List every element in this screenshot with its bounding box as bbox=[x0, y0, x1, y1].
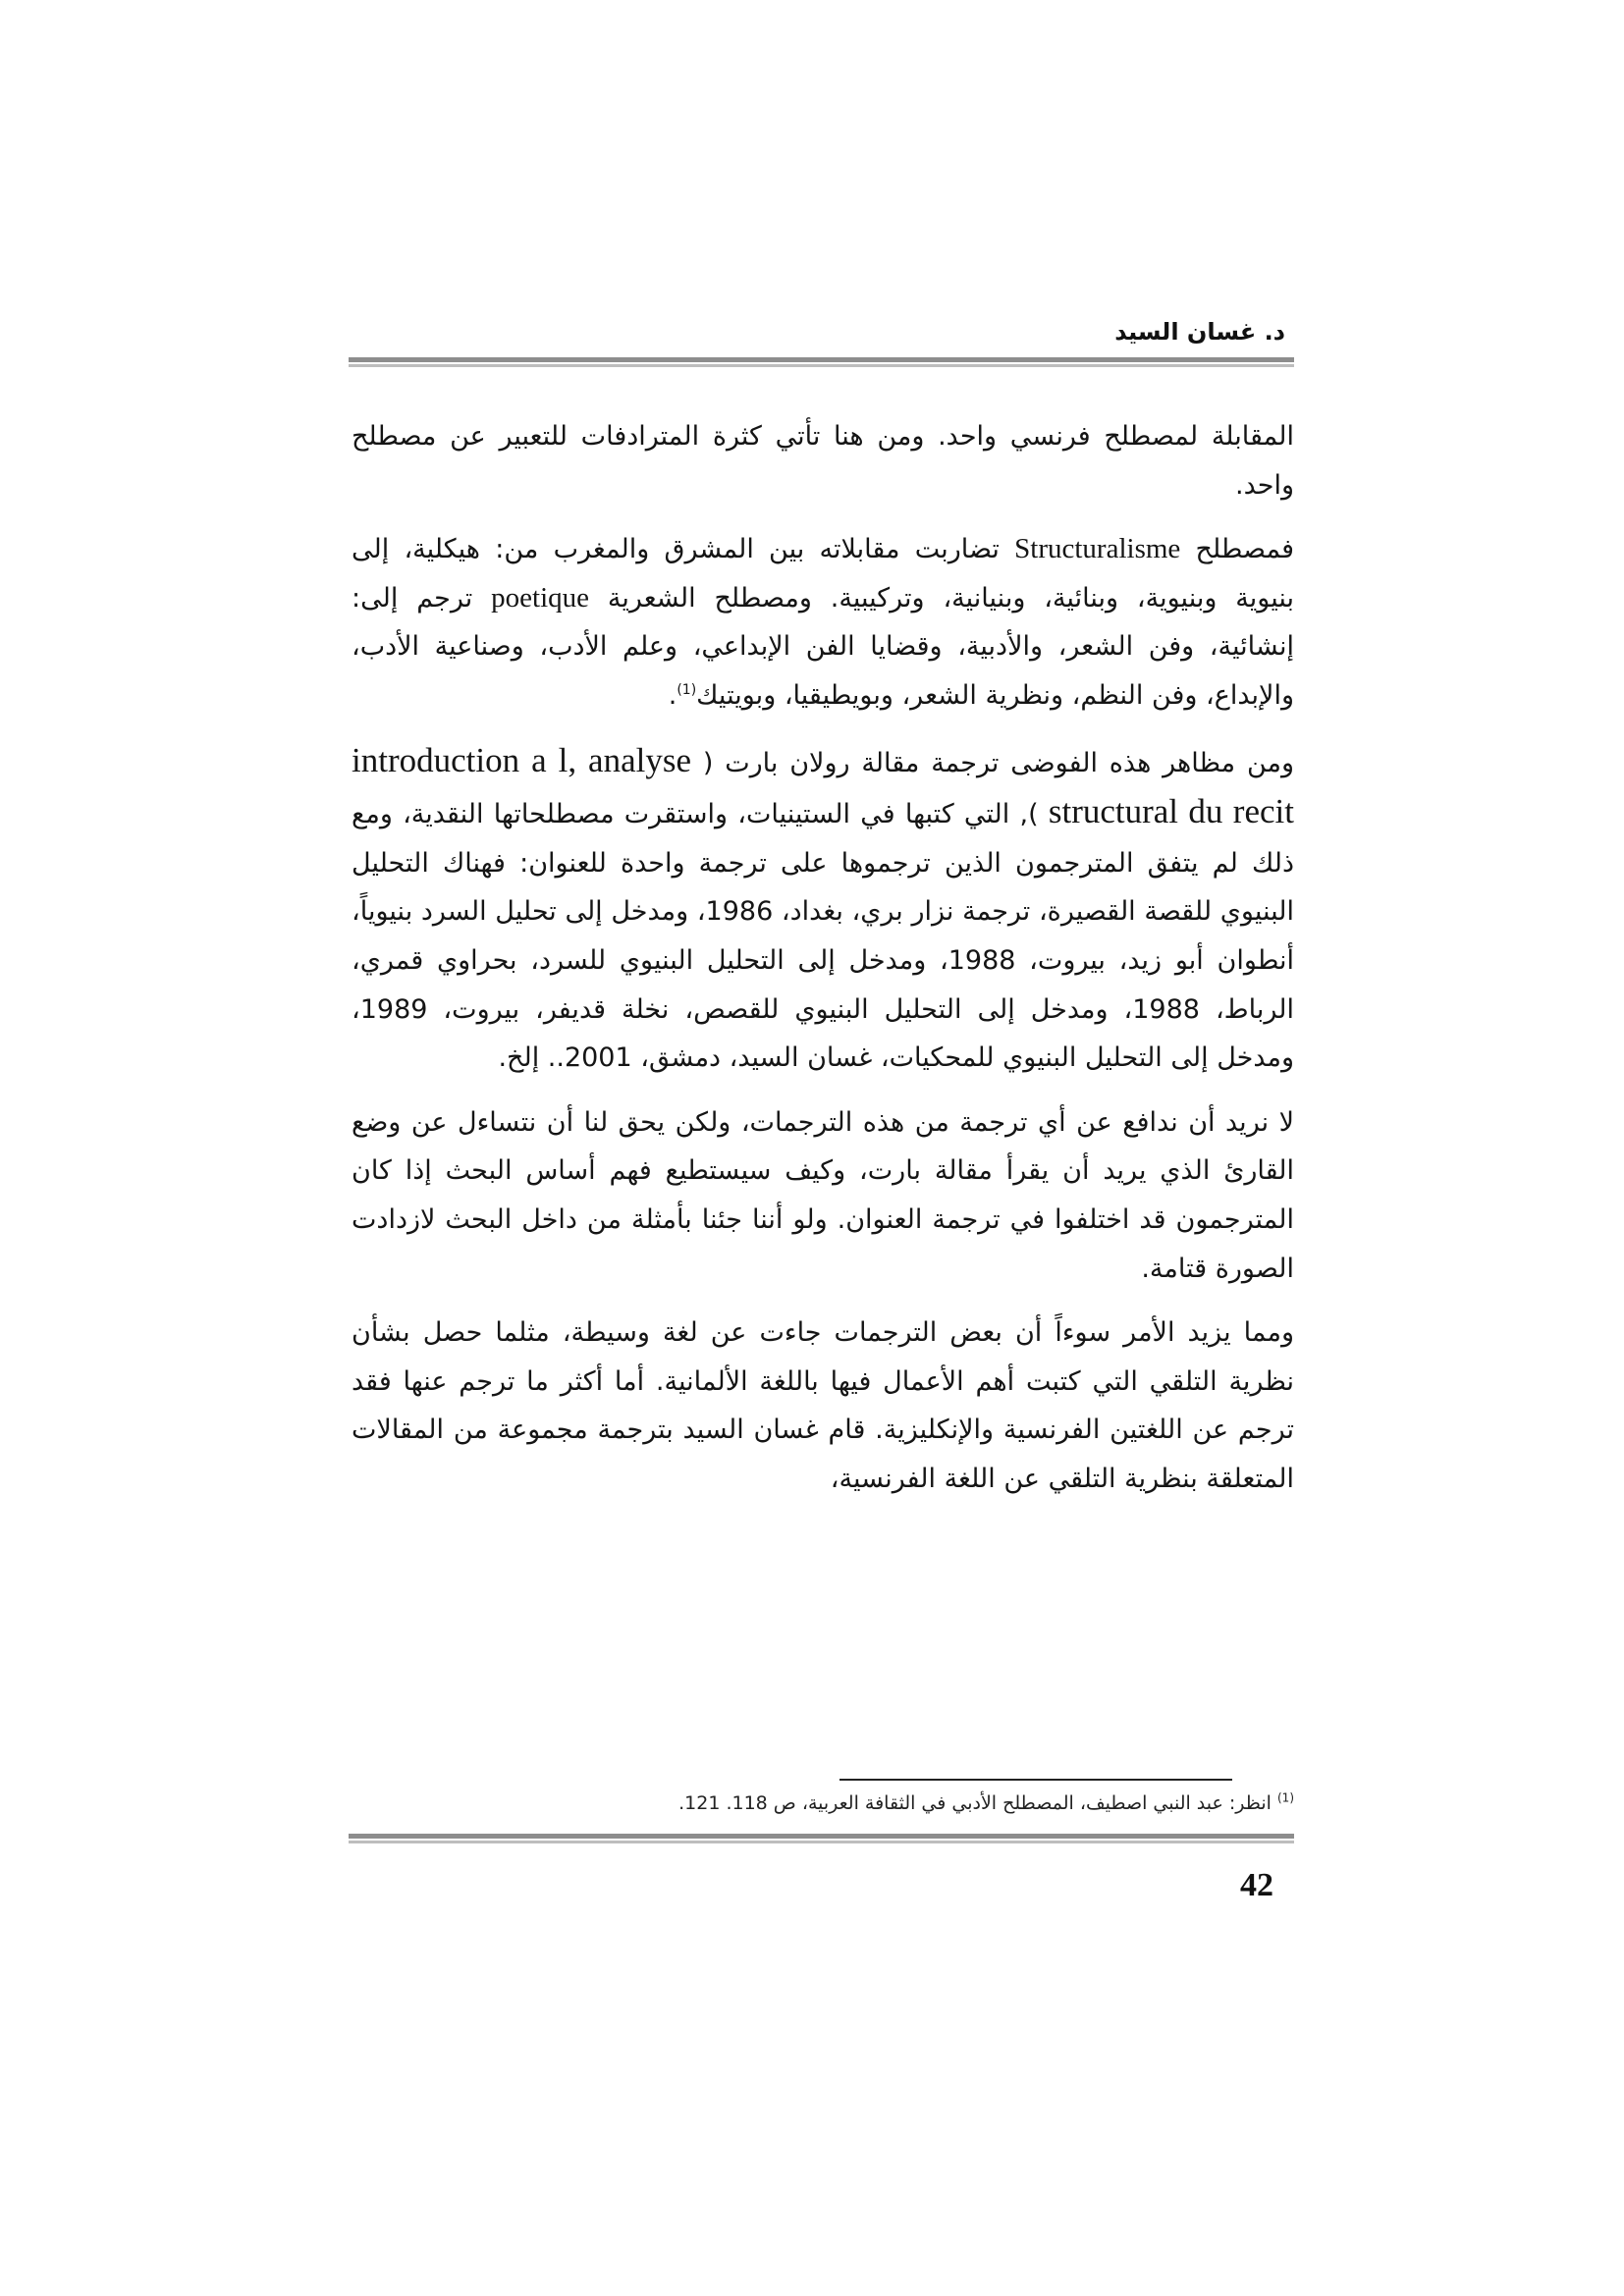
paragraph-3-start: ومن مظاهر هذه الفوضى ترجمة مقالة رولان بارت ( bbox=[702, 747, 1295, 778]
paragraph-4-text: لا نريد أن ندافع عن أي ترجمة من هذه الترجمات، ولكن يحق لنا أن نتساءل عن وضع القارئ الذي يريد أن يقرأ مقالة بارت، وكيف سيستطيع فهم أساس البحث إذا كان المترجمون قد اختلفوا في ترجمة العنوان. ولو أننا جئنا بأمثلة من داخل البحث لازدادت الصورة قتامة. bbox=[352, 1106, 1294, 1284]
paragraph-1-text: المقابلة لمصطلح فرنسي واحد. ومن هنا تأتي كثرة المترادفات للتعبير عن مصطلح واحد. bbox=[352, 421, 1294, 501]
footnote-divider bbox=[839, 1779, 1232, 1781]
paragraph-2-middle: تضاربت مقابلاته بين المشرق والمغرب من: هيكلية، إلى بنيوية وبنيوية، وبنائية، وبنيانية، وتركيبية. ومصطلح الشعرية bbox=[352, 534, 1295, 614]
footnote-text: انظر: عبد النبي اصطيف، المصطلح الأدبي في الثقافة العربية، ص 118. 121. bbox=[678, 1792, 1272, 1814]
paragraph-2-list: ترجم إلى: إنشائية، وفن الشعر، والأدبية، وقضايا الفن الإبداعي، وعلم الأدب، وصناعية الأدب، والإبداع، وفن النظم، ونظرية الشعر، وبويطيقيا، وبويتيك bbox=[352, 582, 1294, 711]
paragraph-4 bbox=[352, 1098, 1294, 1293]
body-text bbox=[352, 412, 1294, 1519]
footnote bbox=[352, 1792, 1294, 1814]
footnote-marker: (1) bbox=[1276, 1790, 1294, 1805]
paragraph-5 bbox=[352, 1308, 1294, 1503]
term-structuralisme: Structuralisme bbox=[1014, 533, 1181, 565]
footnote-ref-1: (1) bbox=[677, 681, 697, 698]
term-barthes-title: introduction a l, analyse structural du recit bbox=[352, 740, 1294, 831]
running-header-author: د. غسان السيد bbox=[1114, 318, 1285, 346]
header-rule bbox=[349, 357, 1294, 367]
paragraph-1 bbox=[352, 412, 1294, 509]
paragraph-3 bbox=[352, 736, 1294, 1083]
footer-rule bbox=[349, 1834, 1294, 1843]
paragraph-3-text: ), التي كتبها في الستينيات، واستقرت مصطلحاتها النقدية، ومع ذلك لم يتفق المترجمون الذين ترجموها على ترجمة واحدة للعنوان: فهناك التحليل البنيوي للقصة القصيرة، ترجمة نزار بري، بغداد، 1986، ومدخل إلى تحليل السرد بنيوياً، أنطوان أبو زيد، بيروت، 1988، ومدخل إلى التحليل البنيوي للسرد، بحراوي قمري، الرباط، 1988، ومدخل إلى التحليل البنيوي للقصص، نخلة قديفر، بيروت، 1989، ومدخل إلى التحليل البنيوي للمحكيات، غسان السيد، دمشق، 2001.. إلخ. bbox=[352, 799, 1294, 1074]
paragraph-5-text: ومما يزيد الأمر سوءاً أن بعض الترجمات جاءت عن لغة وسيطة، مثلما حصل بشأن نظرية التلقي التي كتبت أهم الأعمال فيها باللغة الألمانية. أما أكثر ما ترجم عنها فقد ترجم عن اللغتين الفرنسية والإنكليزية. قام غسان السيد بترجمة مجموعة من المقالات المتعلقة بنظرية التلقي عن اللغة الفرنسية، bbox=[352, 1317, 1294, 1494]
paragraph-2-start: فمصطلح bbox=[1195, 534, 1294, 565]
page-number: 42 bbox=[1240, 1867, 1273, 1903]
paragraph-2 bbox=[352, 525, 1294, 720]
term-poetique: poetique bbox=[491, 581, 590, 614]
paragraph-2-end: . bbox=[668, 679, 677, 711]
